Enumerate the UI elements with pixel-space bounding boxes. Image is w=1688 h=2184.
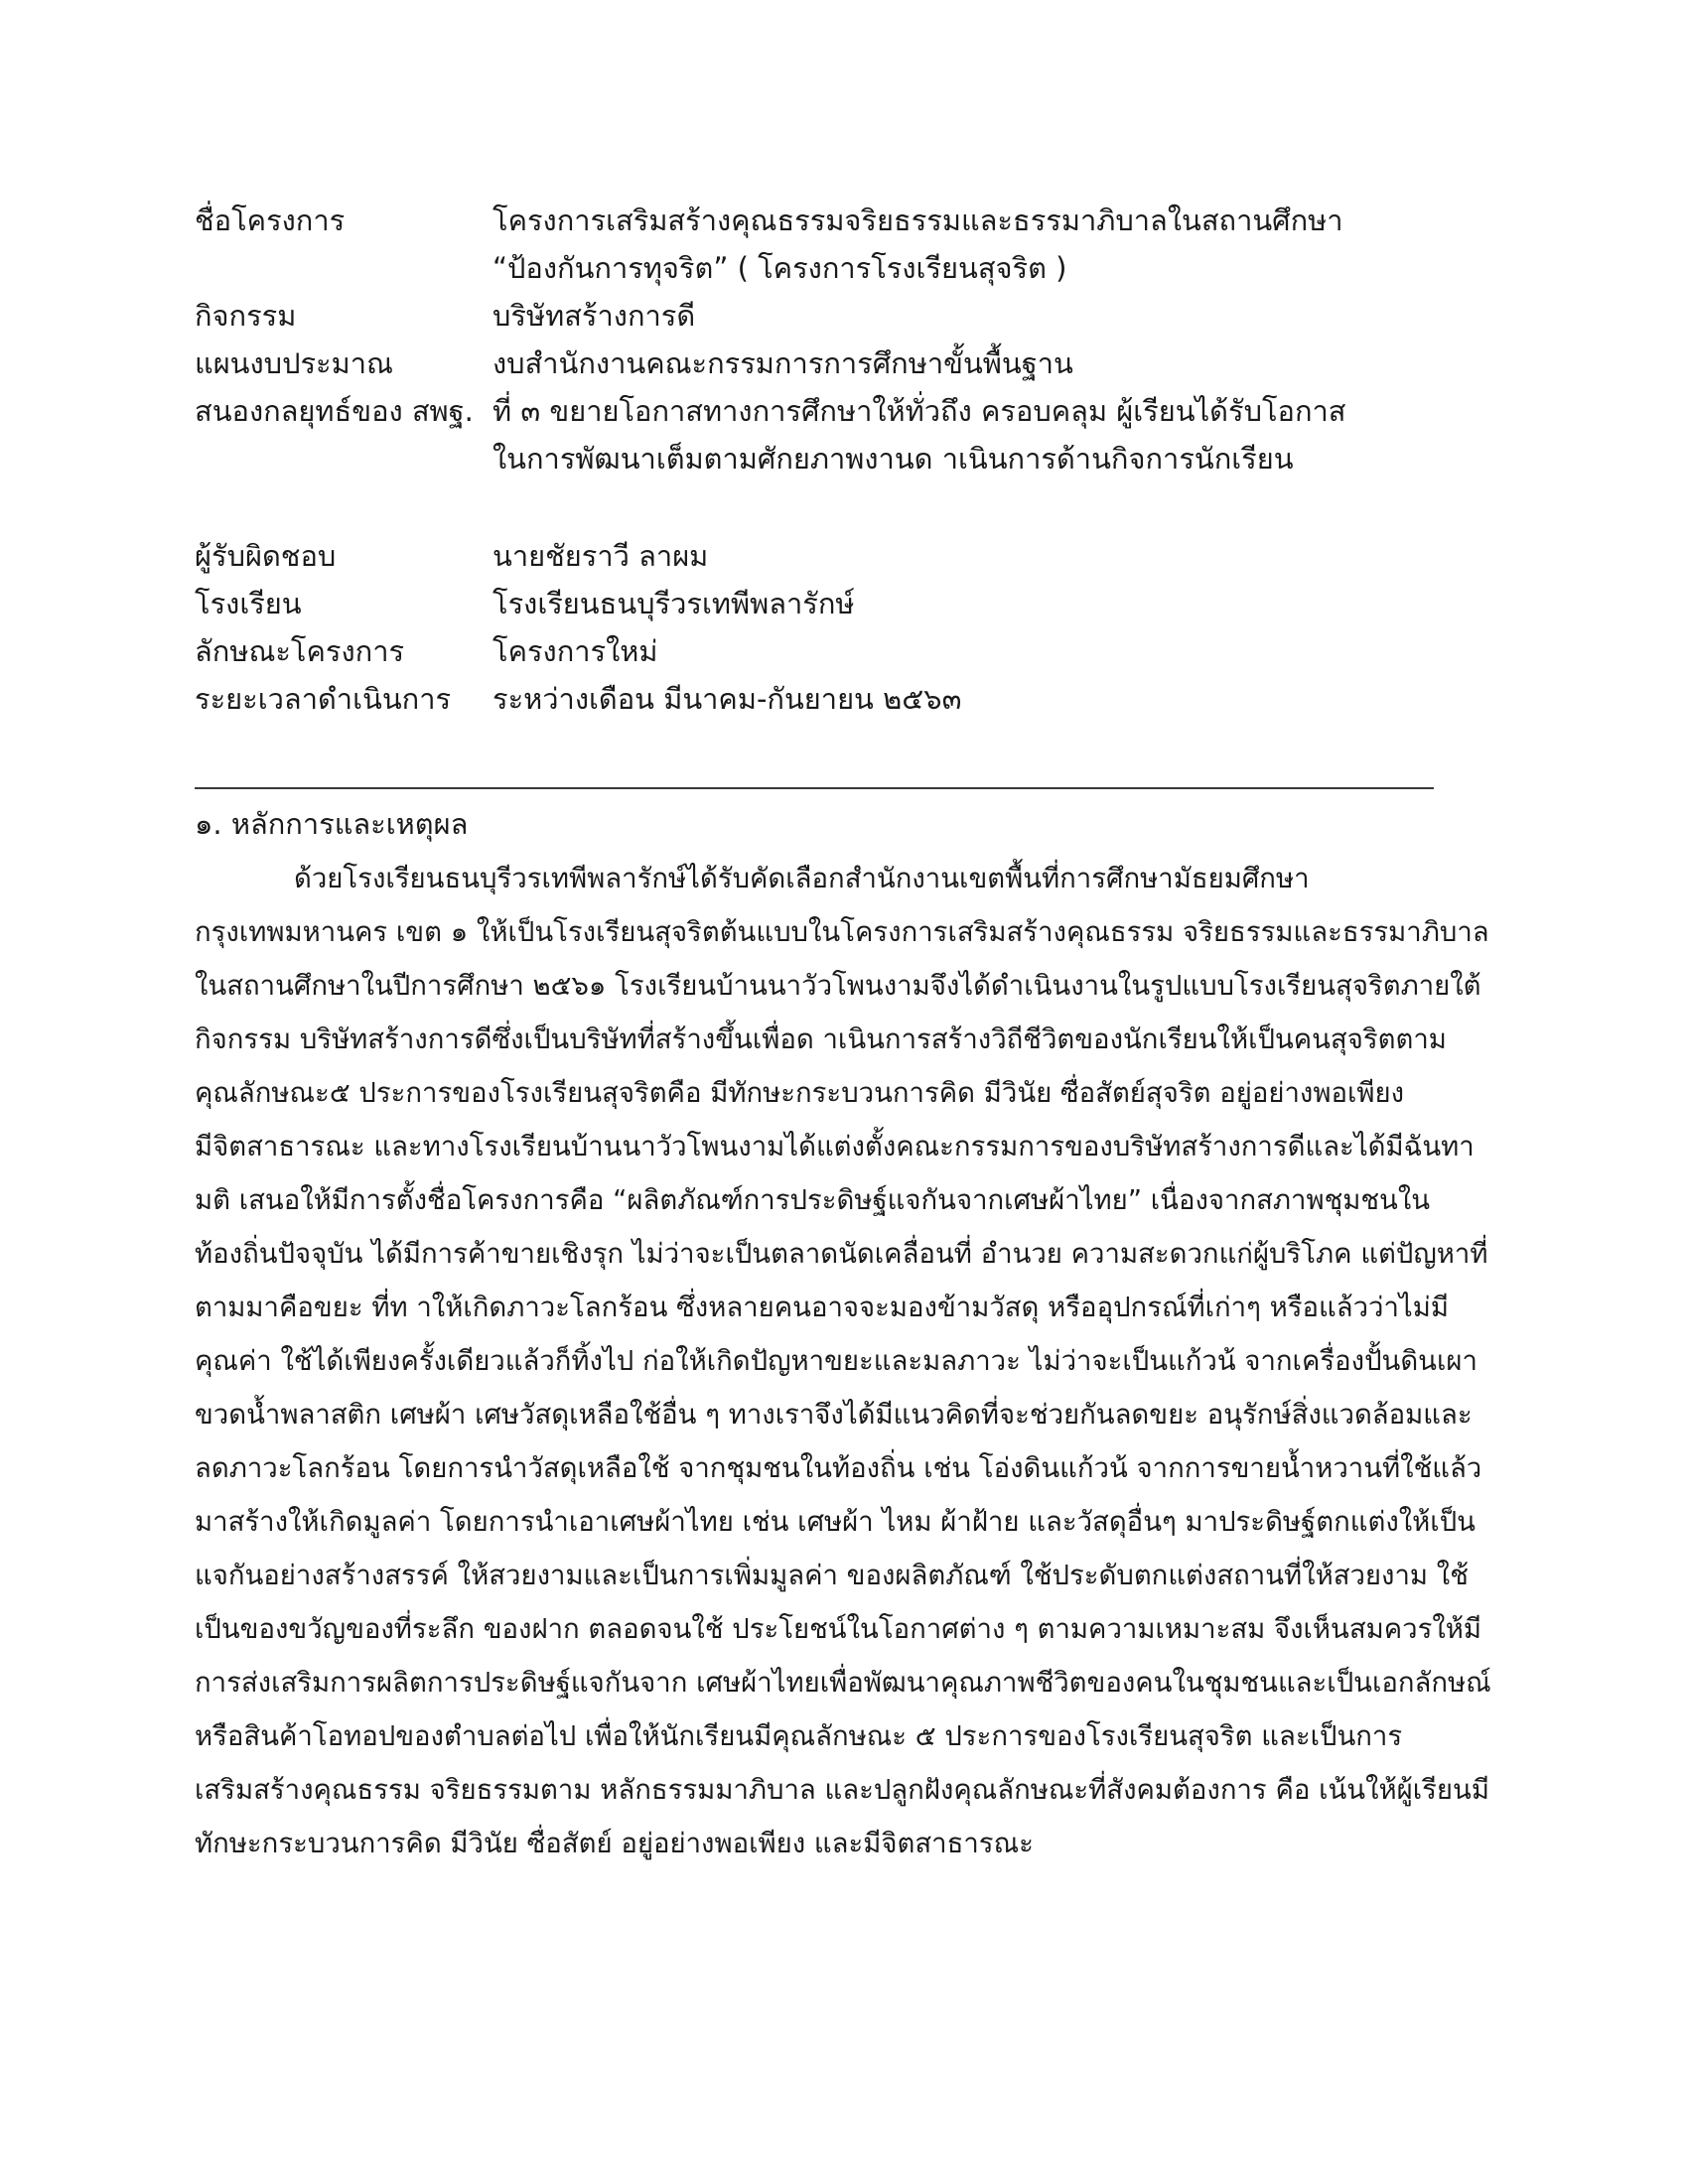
paragraph-line: เสริมสร้างคุณธรรม จริยธรรมตาม หลักธรรมมาภิบาล และปลูกฝังคุณลักษณะที่สังคมต้องการ คือ เน้นให้ผู้เรียนมี xyxy=(195,1774,1489,1806)
project-info-block xyxy=(195,197,1485,723)
info-value-line: งบสำนักงานคณะกรรมการการศึกษาขั้นพื้นฐาน xyxy=(492,346,1073,380)
info-label: ผู้รับผิดชอบ xyxy=(195,539,337,573)
paragraph-line: ขวดน้ำพลาสติก เศษผ้า เศษวัสดุเหลือใช้อื่น ๆ ทางเราจึงได้มีแนวคิดที่จะช่วยกันลดขยะ อนุรักษ์สิ่งแวดล้อมและ xyxy=(195,1399,1473,1431)
info-value-line: ที่ ๓ ขยายโอกาสทางการศึกษาให้ทั่วถึง ครอบคลุม ผู้เรียนได้รับโอกาส xyxy=(492,394,1346,428)
info-label: ชื่อโครงการ xyxy=(195,204,346,237)
paragraph-line: มีจิตสาธารณะ และทางโรงเรียนบ้านนาวัวโพนงามได้แต่งตั้งคณะกรรมการของบริษัทสร้างการดีและได้มีฉันทา xyxy=(195,1131,1475,1162)
section-heading: ๑. หลักการและเหตุผล xyxy=(195,807,469,841)
info-row-duration xyxy=(195,675,1485,723)
paragraph-line: ในสถานศึกษาในปีการศึกษา ๒๕๖๑ โรงเรียนบ้านนาวัวโพนงามจึงได้ดำเนินงานในรูปแบบโรงเรียนสุจริตภายใต้ xyxy=(195,970,1481,1002)
info-spacer xyxy=(195,482,1485,532)
info-value xyxy=(492,675,1485,723)
paragraph-line: ลดภาวะโลกร้อน โดยการนำวัสดุเหลือใช้ จากชุมชนในท้องถิ่น เช่น โอ่งดินแก้วน้ จากการขายน้ำหวานที่ใช้แล้ว xyxy=(195,1452,1482,1484)
paragraph-line: กรุงเทพมหานคร เขต ๑ ให้เป็นโรงเรียนสุจริตต้นแบบในโครงการเสริมสร้างคุณธรรม จริยธรรมและธรรมาภิบาล xyxy=(195,916,1489,948)
info-value xyxy=(492,580,1485,627)
paragraph-line: มาสร้างให้เกิดมูลค่า โดยการนำเอาเศษผ้าไทย เช่น เศษผ้า ไหม ผ้าฝ้าย และวัสดุอื่นๆ มาประดิษฐ์ตกแต่งให้เป็น xyxy=(195,1506,1476,1538)
paragraph-line: ท้องถิ่นปัจจุบัน ได้มีการค้าขายเชิงรุก ไม่ว่าจะเป็นตลาดนัดเคลื่อนที่ อำนวย ความสะดวกแก่ผู้บริโภค แต่ปัญหาที่ xyxy=(195,1238,1488,1270)
info-label: สนองกลยุทธ์ของ สพฐ. xyxy=(195,394,474,428)
info-label: ระยะเวลาดำเนินการ xyxy=(195,682,452,716)
info-value-line: “ป้องกันการทุจริต” ( โครงการโรงเรียนสุจริต ) xyxy=(492,251,1067,285)
info-row-strategy xyxy=(195,387,1485,482)
info-value xyxy=(492,197,1485,292)
info-row-activity xyxy=(195,292,1485,340)
paragraph-line: เป็นของขวัญของที่ระลึก ของฝาก ตลอดจนใช้ ประโยชน์ในโอกาศต่าง ๆ ตามความเหมาะสม จึงเห็นสมควรให้มี xyxy=(195,1613,1482,1645)
paragraph-line: หรือสินค้าโอทอปของตำบลต่อไป เพื่อให้นักเรียนมีคุณลักษณะ ๕ ประการของโรงเรียนสุจริต และเป็นการ xyxy=(195,1720,1403,1752)
paragraph-line: แจกันอย่างสร้างสรรค์ ให้สวยงามและเป็นการเพิ่มมูลค่า ของผลิตภัณฑ์ ใช้ประดับตกแต่งสถานที่ให้สวยงาม ใช้ xyxy=(195,1560,1469,1591)
info-row-school xyxy=(195,580,1485,627)
paragraph-line: ตามมาคือขยะ ที่ท าให้เกิดภาวะโลกร้อน ซึ่งหลายคนอาจจะมองข้ามวัสดุ หรืออุปกรณ์ที่เก่าๆ หรือแล้วว่าไม่มี xyxy=(195,1292,1450,1323)
info-label: กิจกรรม xyxy=(195,299,297,333)
paragraph-line: ด้วยโรงเรียนธนบุรีวรเทพีพลารักษ์ได้รับคัดเลือกสำนักงานเขตพื้นที่การศึกษามัธยมศึกษา xyxy=(294,863,1310,894)
info-value-line: บริษัทสร้างการดี xyxy=(492,299,696,333)
info-label: โรงเรียน xyxy=(195,587,302,620)
info-value-line: ระหว่างเดือน มีนาคม-กันยายน ๒๕๖๓ xyxy=(492,682,962,716)
paragraph-line: คุณค่า ใช้ได้เพียงครั้งเดียวแล้วก็ทิ้งไป ก่อให้เกิดปัญหาขยะและมลภาวะ ไม่ว่าจะเป็นแก้วน้ จากเครื่องปั้นดินเผา xyxy=(195,1345,1477,1377)
paragraph-line: มติ เสนอให้มีการตั้งชื่อโครงการคือ “ผลิตภัณฑ์การประดิษฐ์แจกันจากเศษผ้าไทย” เนื่องจากสภาพชุมชนใน xyxy=(195,1184,1431,1216)
info-label: แผนงบประมาณ xyxy=(195,346,393,380)
info-row-responsible xyxy=(195,532,1485,580)
section-divider xyxy=(195,787,1434,789)
info-value-line: โรงเรียนธนบุรีวรเทพีพลารักษ์ xyxy=(492,587,855,620)
paragraph-line: การส่งเสริมการผลิตการประดิษฐ์แจกันจาก เศษผ้าไทยเพื่อพัฒนาคุณภาพชีวิตของคนในชุมชนและเป็นเอกลักษณ์ xyxy=(195,1667,1491,1699)
info-value xyxy=(492,292,1485,340)
info-row-budget-plan xyxy=(195,340,1485,387)
info-value-line: ในการพัฒนาเต็มตามศักยภาพงานด าเนินการด้านกิจการนักเรียน xyxy=(492,442,1294,476)
paragraph-line: คุณลักษณะ๕ ประการของโรงเรียนสุจริตคือ มีทักษะกระบวนการคิด มีวินัย ซื่อสัตย์สุจริต อยู่อย่างพอเพียง xyxy=(195,1077,1405,1109)
paragraph-line: กิจกรรม บริษัทสร้างการดีซึ่งเป็นบริษัทที่สร้างขึ้นเพื่อด าเนินการสร้างวิถีชีวิตของนักเรียนให้เป็นคนสุจริตตาม xyxy=(195,1024,1447,1055)
info-value-line: นายชัยราวี ลาผม xyxy=(492,539,709,573)
info-label: ลักษณะโครงการ xyxy=(195,634,405,668)
info-value xyxy=(492,387,1485,482)
info-value xyxy=(492,532,1485,580)
info-value-line: โครงการเสริมสร้างคุณธรรมจริยธรรมและธรรมาภิบาลในสถานศึกษา xyxy=(492,204,1343,237)
info-row-project-name xyxy=(195,197,1485,292)
info-value xyxy=(492,340,1485,387)
section-body xyxy=(195,852,1491,1870)
info-row-project-type xyxy=(195,627,1485,675)
paragraph-line: ทักษะกระบวนการคิด มีวินัย ซื่อสัตย์ อยู่อย่างพอเพียง และมีจิตสาธารณะ xyxy=(195,1828,1034,1859)
info-value-line: โครงการใหม่ xyxy=(492,634,658,668)
info-value xyxy=(492,627,1485,675)
